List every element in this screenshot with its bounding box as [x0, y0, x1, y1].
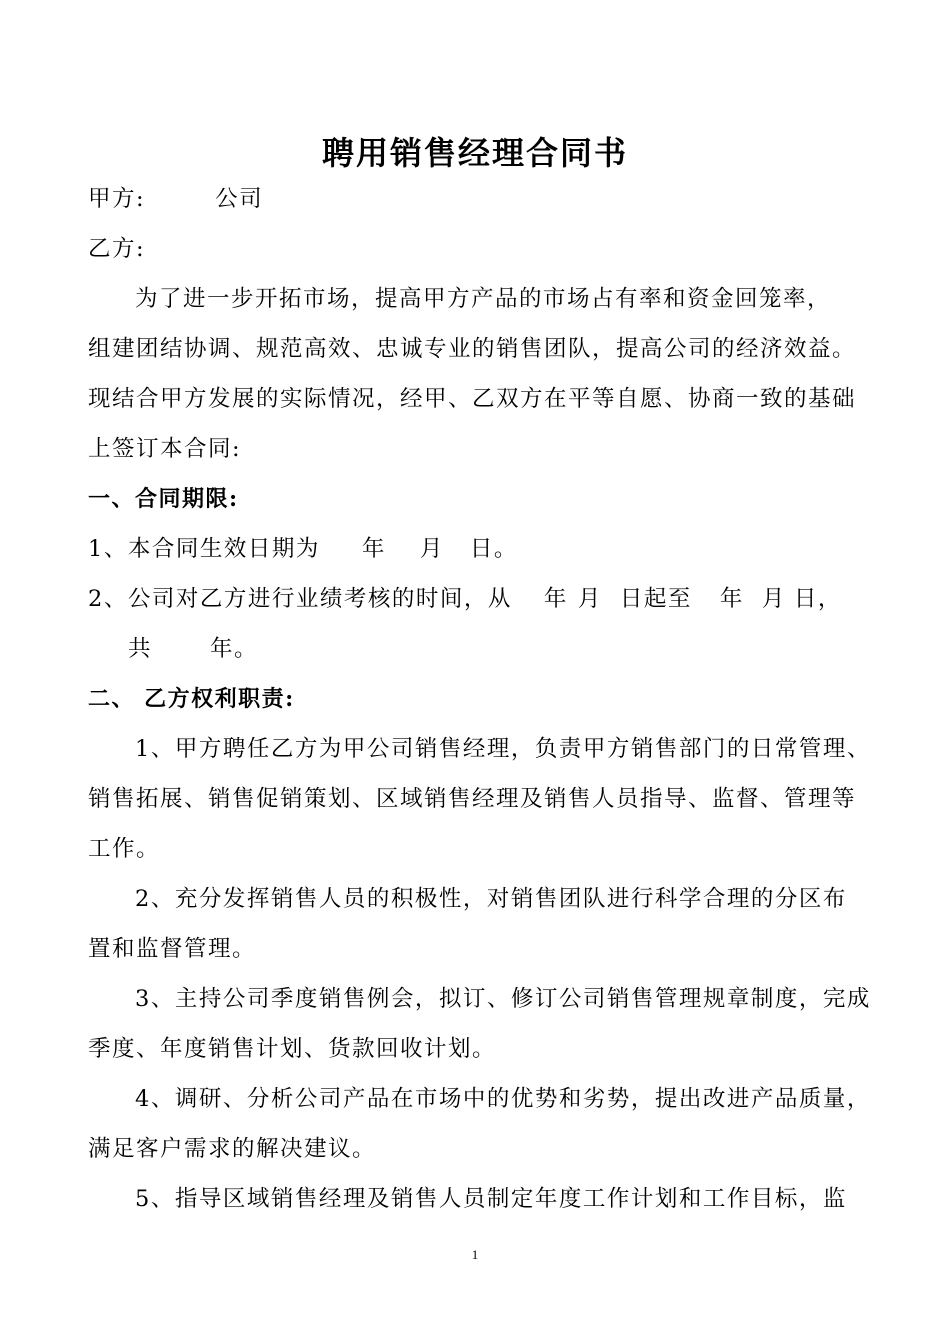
intro-line-2: 组建团结协调、规范高效、忠诚专业的销售团队，提高公司的经济效益。: [88, 336, 857, 362]
section1-clause2: [88, 584, 842, 614]
party-a-line: [88, 184, 263, 214]
clause2-total-unit: 年。: [210, 636, 259, 662]
intro-line-3: 现结合甲方发展的实际情况，经甲、乙双方在平等自愿、协商一致的基础: [88, 386, 857, 412]
clause2-y2: 年: [719, 586, 744, 612]
clause2-d2: 日，: [793, 586, 842, 612]
item4-line1: 4、调研、分析公司产品在市场中的优势和劣势，提出改进产品质量，: [135, 1086, 871, 1112]
item5-line1: 5、指导区域销售经理及销售人员制定年度工作计划和工作目标，监: [135, 1186, 847, 1212]
clause2-m1: 月: [577, 586, 602, 612]
intro-line-1: 为了进一步开拓市场，提高甲方产品的市场占有率和资金回笼率，: [135, 286, 832, 312]
clause1-month: 月: [419, 536, 444, 562]
item2-line1: 2、充分发挥销售人员的积极性，对销售团队进行科学合理的分区布: [135, 886, 847, 912]
party-b-line: [88, 234, 145, 264]
item1-line2: 销售拓展、销售促销策划、区域销售经理及销售人员指导、监督、管理等: [88, 786, 857, 812]
section1-clause2-cont: [128, 634, 258, 664]
item1-line3: 工作。: [88, 836, 161, 862]
clause1-day: 日。: [469, 536, 518, 562]
page-number: 1: [471, 1247, 479, 1262]
clause2-y1: 年: [543, 586, 568, 612]
party-a-value: 公司: [215, 186, 264, 212]
clause2-m2: 月: [761, 586, 786, 612]
item1-line1: 1、甲方聘任乙方为甲公司销售经理，负责甲方销售部门的日常管理、: [135, 736, 871, 762]
clause1-year: 年: [361, 536, 386, 562]
intro-line-4: 上签订本合同:: [88, 436, 242, 462]
document-title: 聘用销售经理合同书: [321, 134, 628, 172]
clause2-d1: 日起至: [619, 586, 692, 612]
section1-heading: 一、合同期限:: [88, 486, 239, 512]
clause2-lead: 2、公司对乙方进行业绩考核的时间，从: [88, 586, 512, 612]
section1-clause1: [88, 534, 518, 564]
item3-line2: 季度、年度销售计划、货款回收计划。: [88, 1036, 497, 1062]
section2-heading: 二、 乙方权利职责:: [88, 686, 295, 712]
item4-line2: 满足客户需求的解决建议。: [88, 1136, 377, 1162]
party-a-label: 甲方:: [88, 186, 146, 212]
clause1-lead: 1、本合同生效日期为: [88, 536, 320, 562]
item2-line2: 置和监督管理。: [88, 936, 257, 962]
item3-line1: 3、主持公司季度销售例会，拟订、修订公司销售管理规章制度，完成: [135, 986, 871, 1012]
party-b-label: 乙方:: [88, 236, 146, 262]
clause2-total: 共: [128, 636, 153, 662]
